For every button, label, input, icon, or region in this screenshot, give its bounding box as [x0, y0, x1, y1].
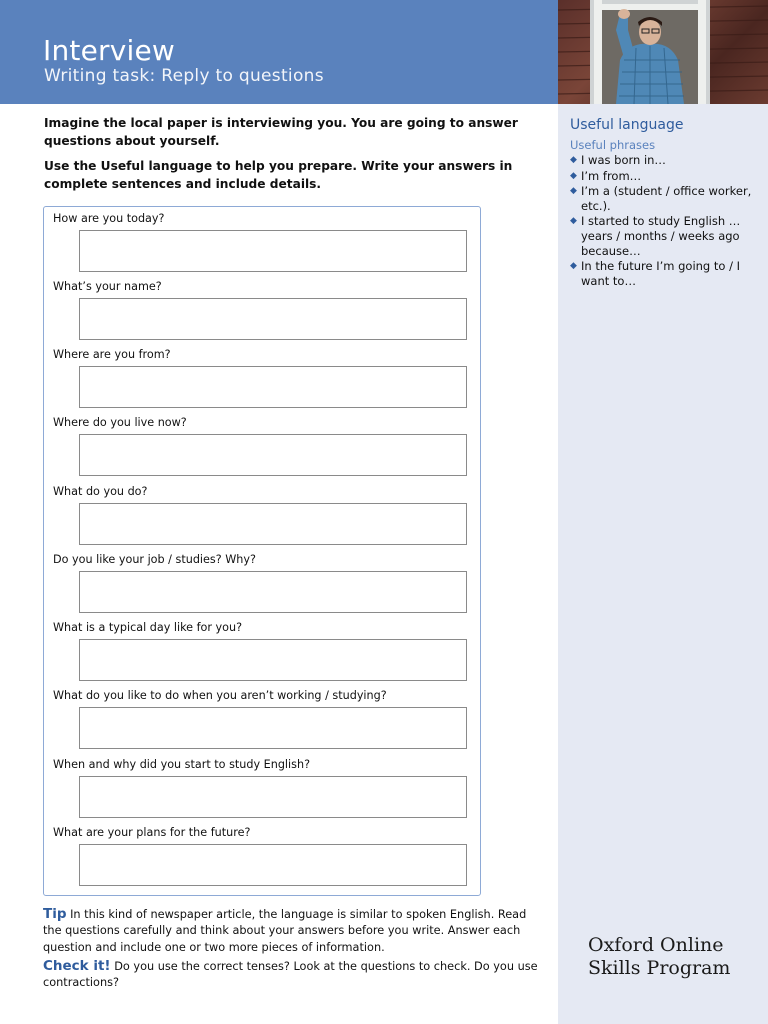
question-label: When and why did you start to study English?: [53, 758, 311, 771]
check-it-note: [43, 958, 548, 992]
phrase-text: I started to study English … years / months / weeks ago because…: [581, 214, 741, 258]
answer-field[interactable]: [79, 434, 467, 476]
question-item: [53, 616, 473, 684]
question-label: What is a typical day like for you?: [53, 621, 243, 634]
check-it-text: Do you use the correct tenses? Look at the questions to check. Do you use contractions?: [43, 960, 538, 990]
question-item: [53, 548, 473, 616]
answer-field[interactable]: [79, 366, 467, 408]
question-item: [53, 480, 473, 548]
answer-field[interactable]: [79, 776, 467, 818]
question-label: Where do you live now?: [53, 416, 187, 429]
diamond-bullet-icon: ◆: [570, 155, 577, 165]
instructions-paragraph-2: Use the Useful language to help you prepare. Write your answers in complete sentences and include details.: [44, 159, 513, 191]
answer-field[interactable]: [79, 707, 467, 749]
useful-language-sidebar: [558, 104, 768, 1024]
phrase-item: [570, 153, 762, 168]
page-subtitle: Writing task: Reply to questions: [44, 66, 324, 86]
brand-line-2: Skills Program: [588, 957, 731, 979]
diamond-bullet-icon: ◆: [570, 261, 577, 272]
question-label: What do you do?: [53, 485, 148, 498]
tip-text: In this kind of newspaper article, the language is similar to spoken English. Read the questions carefully and think about your answers before you write. Answer each question and include one or two more pieces of information.: [43, 908, 527, 954]
man-at-window-photo: [558, 0, 768, 104]
question-label: What are your plans for the future?: [53, 826, 251, 839]
brand-logo: [588, 934, 730, 980]
question-label: What do you like to do when you aren’t working / studying?: [53, 689, 387, 702]
question-item: [53, 821, 473, 889]
phrase-text: I was born in…: [581, 153, 666, 167]
question-item: [53, 753, 473, 821]
answer-field[interactable]: [79, 503, 467, 545]
check-it-label: Check it!: [43, 958, 111, 974]
diamond-bullet-icon: ◆: [570, 186, 577, 197]
instructions-paragraph-1: Imagine the local paper is interviewing you. You are going to answer questions about yourself.: [44, 116, 518, 148]
brand-line-1: Oxford Online: [588, 934, 724, 956]
question-item: [53, 411, 473, 479]
header-banner: [0, 0, 558, 104]
useful-language-title: Useful language: [570, 117, 684, 133]
question-item: [53, 343, 473, 411]
tip-label: Tip: [43, 906, 67, 922]
diamond-bullet-icon: ◆: [570, 170, 577, 181]
tip-note: [43, 906, 548, 956]
phrase-text: In the future I’m going to / I want to…: [581, 259, 741, 288]
question-label: Do you like your job / studies? Why?: [53, 553, 256, 566]
phrase-text: I’m from…: [581, 168, 642, 183]
answer-field[interactable]: [79, 298, 467, 340]
page-title: Interview: [43, 34, 175, 67]
question-label: Where are you from?: [53, 348, 171, 361]
diamond-bullet-icon: ◆: [570, 216, 577, 227]
question-label: What’s your name?: [53, 280, 162, 293]
phrase-item: [570, 259, 762, 288]
instructions: [44, 115, 544, 201]
question-item: [53, 207, 473, 275]
phrase-item: [570, 184, 762, 213]
question-label: How are you today?: [53, 212, 165, 225]
question-item: [53, 684, 473, 752]
answer-field[interactable]: [79, 571, 467, 613]
useful-phrases-list: [570, 152, 762, 288]
answer-field[interactable]: [79, 230, 467, 272]
phrase-item: [570, 169, 762, 184]
question-item: [53, 275, 473, 343]
useful-phrases-subtitle: Useful phrases: [570, 138, 656, 152]
questions-box: [43, 206, 481, 896]
answer-field[interactable]: [79, 639, 467, 681]
answer-field[interactable]: [79, 844, 467, 886]
phrase-text: I’m a (student / office worker, etc.).: [581, 184, 752, 213]
phrase-item: [570, 214, 762, 258]
